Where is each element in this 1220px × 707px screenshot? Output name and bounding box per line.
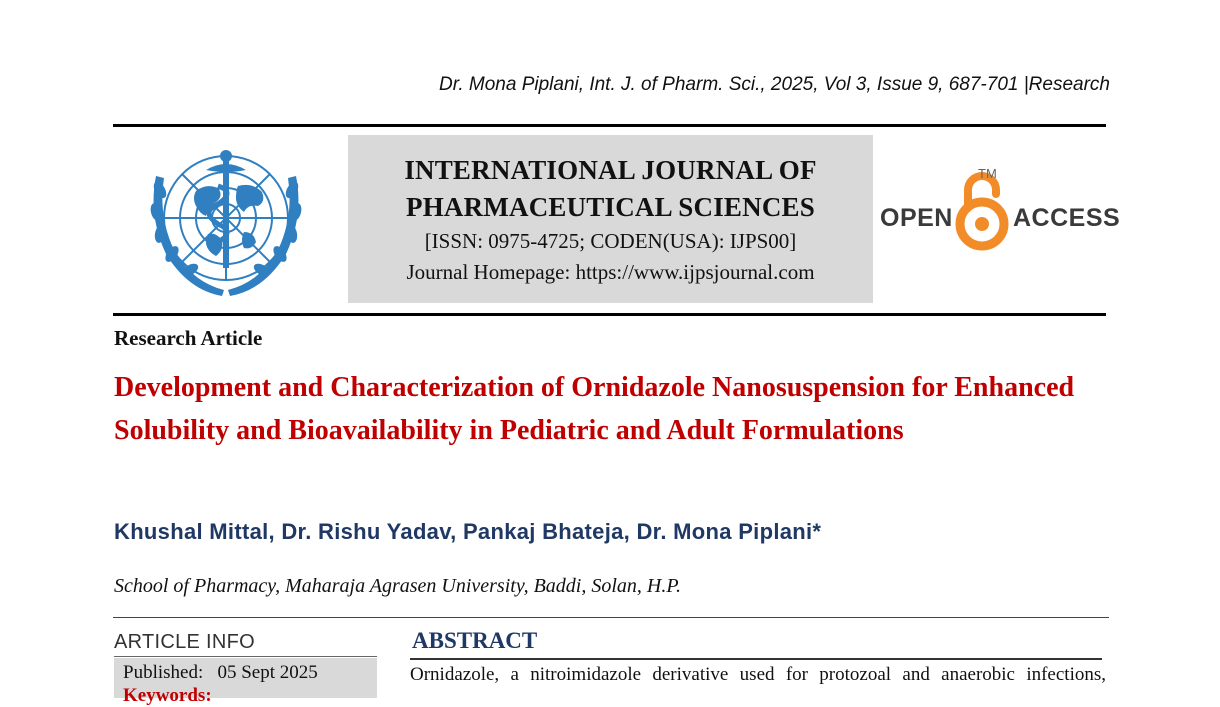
article-affiliation: School of Pharmacy, Maharaja Agrasen University, Baddi, Solan, H.P.: [114, 575, 682, 597]
article-authors: Khushal Mittal, Dr. Rishu Yadav, Pankaj Bhateja, Dr. Mona Piplani*: [114, 519, 822, 544]
header-rule-bottom: [113, 313, 1106, 316]
published-date: Published: 05 Sept 2025: [123, 662, 318, 683]
journal-name-line1: INTERNATIONAL JOURNAL OF: [404, 155, 817, 185]
abstract-rule: [410, 658, 1102, 660]
abstract-first-line: Ornidazole, a nitroimidazole derivative used for protozoal and anaerobic infections,: [410, 664, 1106, 685]
article-type: Research Article: [114, 326, 263, 350]
open-access-open-text: OPEN: [880, 204, 953, 232]
header-rule-top: [113, 124, 1106, 127]
open-access-tm: TM: [978, 166, 997, 181]
journal-title-box: [348, 135, 873, 303]
open-access-logo: [880, 166, 1121, 258]
article-title: Development and Characterization of Ornidazole Nanosuspension for Enhanced Solubility and Bioavailability in Pediatric and Adult Formulations: [114, 372, 1075, 446]
article-info-heading: ARTICLE INFO: [114, 631, 256, 653]
journal-homepage: Journal Homepage: https://www.ijpsjournal.com: [406, 260, 815, 284]
abstract-heading: ABSTRACT: [412, 628, 538, 653]
keywords-label: Keywords:: [123, 685, 212, 706]
journal-name-line2: PHARMACEUTICAL SCIENCES: [406, 192, 815, 222]
journal-emblem-icon: [126, 136, 326, 306]
journal-issn: [ISSN: 0975-4725; CODEN(USA): IJPS00]: [424, 229, 797, 253]
open-access-access-text: ACCESS: [1013, 204, 1121, 232]
article-info-rule: [114, 656, 377, 657]
running-header: Dr. Mona Piplani, Int. J. of Pharm. Sci., 2025, Vol 3, Issue 9, 687-701 |Research: [439, 74, 1110, 95]
section-divider: [113, 617, 1109, 618]
